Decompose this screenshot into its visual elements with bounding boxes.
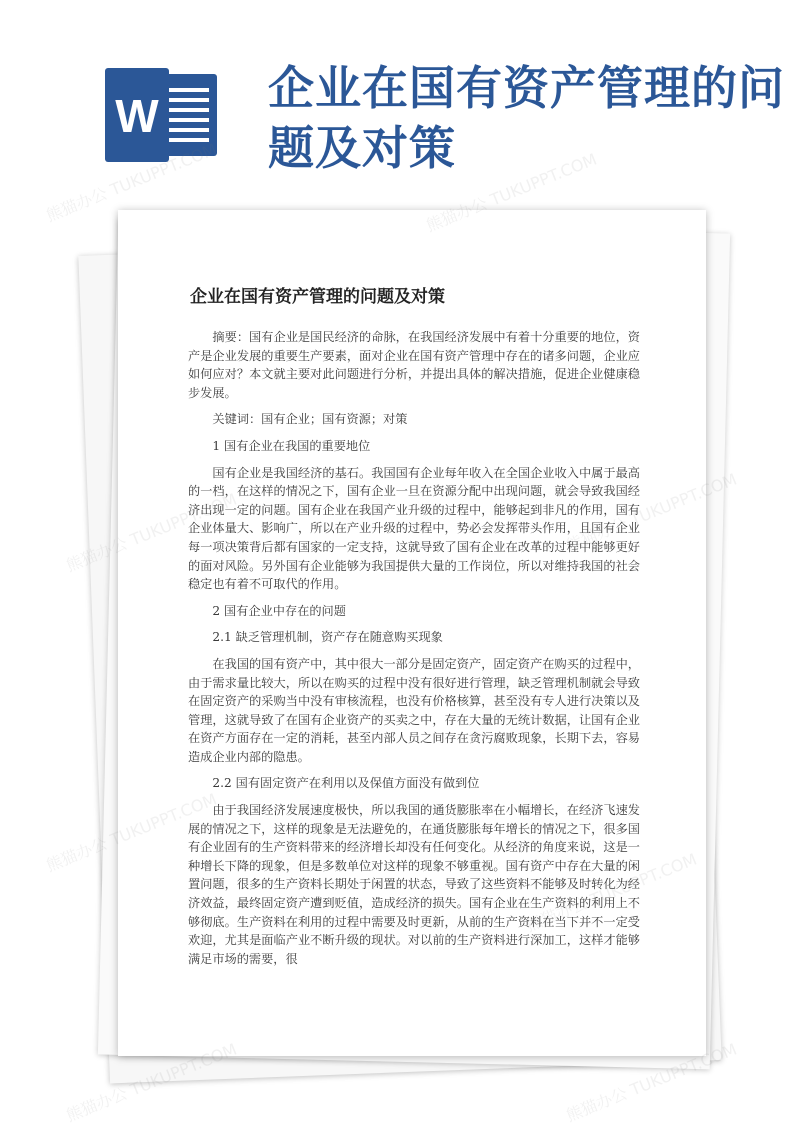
section-paragraph-1: 国有企业是我国经济的基石。我国国有企业每年收入在全国企业收入中属于最高的一档，在这样的情况之下，国有企业一旦在资源分配中出现问题，就会导致我国经济出现一定的问题。国有企业在我国产业升级的过程中，能够起到非凡的作用，国有企业体量大、影响广，所以在产业升级的过程中，势必会发挥带头作用，且国有企业每一项决策背后都有国家的一定支持，这就导致了国有企业在改革的过程中能够更好的面对风险。另外国有企业能够为我国提供大量的工作岗位，所以对维持我国的社会稳定也有着不可取代的作用。: [188, 465, 640, 592]
watermark: 熊猫办公 TUKUPPT.COM: [563, 1039, 740, 1126]
subsection-paragraph-2-1: 在我国的国有资产中，其中很大一部分是固定资产，固定资产在购买的过程中，由于需求量比较大，所以在购买的过程中没有很好进行管理，缺乏管理机制就会导致在固定资产的采购当中没有审核流程，也没有价格核算，甚至没有专人进行决策以及管理，这就导致了在国有企业资产的买卖之中，存在大量的无统计数据，让国有企业在资产方面存在一定的消耗，甚至内部人员之间存在贪污腐败现象，长期下去，容易造成企业内部的隐患。: [188, 656, 640, 764]
section-heading-2: 2 国有企业中存在的问题: [212, 603, 346, 618]
watermark: 熊猫办公 TUKUPPT.COM: [423, 149, 600, 236]
watermark: 熊猫办公: [43, 833, 110, 876]
watermark: 熊猫办公 TUKUPPT.COM: [43, 139, 220, 226]
document-body: [188, 328, 640, 976]
keywords: 关键词：国有企业；国有资源；对策: [212, 412, 408, 427]
logo-letter: W: [115, 90, 159, 142]
subsection-heading-2-2: 2.2 国有固定资产在利用以及保值方面没有做到位: [212, 776, 480, 791]
abstract: 摘要：国有企业是国民经济的命脉，在我国经济发展中有着十分重要的地位，资产是企业发展的重要生产要素，面对企业在国有资产管理中存在的诸多问题，企业应如何应对？本文就主要对此问题进行分析，并提出具体的解决措施，促进企业健康稳步发展。: [188, 330, 640, 400]
section-heading-1: 1 国有企业在我国的重要地位: [212, 438, 371, 453]
watermark: 熊猫办公 TUKUPPT.COM: [63, 1039, 240, 1126]
word-document-icon: [103, 68, 221, 162]
document-page: [118, 210, 706, 1056]
subsection-heading-2-1: 2.1 缺乏管理机制，资产存在随意购买现象: [212, 630, 443, 645]
banner: [0, 0, 800, 200]
subsection-paragraph-2-2: 由于我国经济发展速度极快，所以我国的通货膨胀率在小幅增长，在经济飞速发展的情况之下，这样的现象是无法避免的，在通货膨胀每年增长的情况之下，很多国有企业固有的生产资料带来的经济增长却没有任何变化。从经济的角度来说，这是一种增长下降的现象，但是多数单位对这样的现象不够重视。国有资产中存在大量的闲置问题，很多的生产资料长期处于闲置的状态，导致了这些资料不能够及时转化为经济效益，最终固定资产遭到贬值，造成经济的损失。国有企业在生产资料的利用上不够彻底。生产资料在利用的过程中需要及时更新，从前的生产资料在当下并不一定受欢迎，尤其是面临产业不断升级的现状。对以前的生产资料进行深加工，这样才能够满足市场的需要，很: [188, 803, 640, 966]
document-title: 企业在国有资产管理的问题及对策: [190, 287, 445, 307]
banner-title: 企业在国有资产管理的问题及对策: [268, 61, 785, 175]
